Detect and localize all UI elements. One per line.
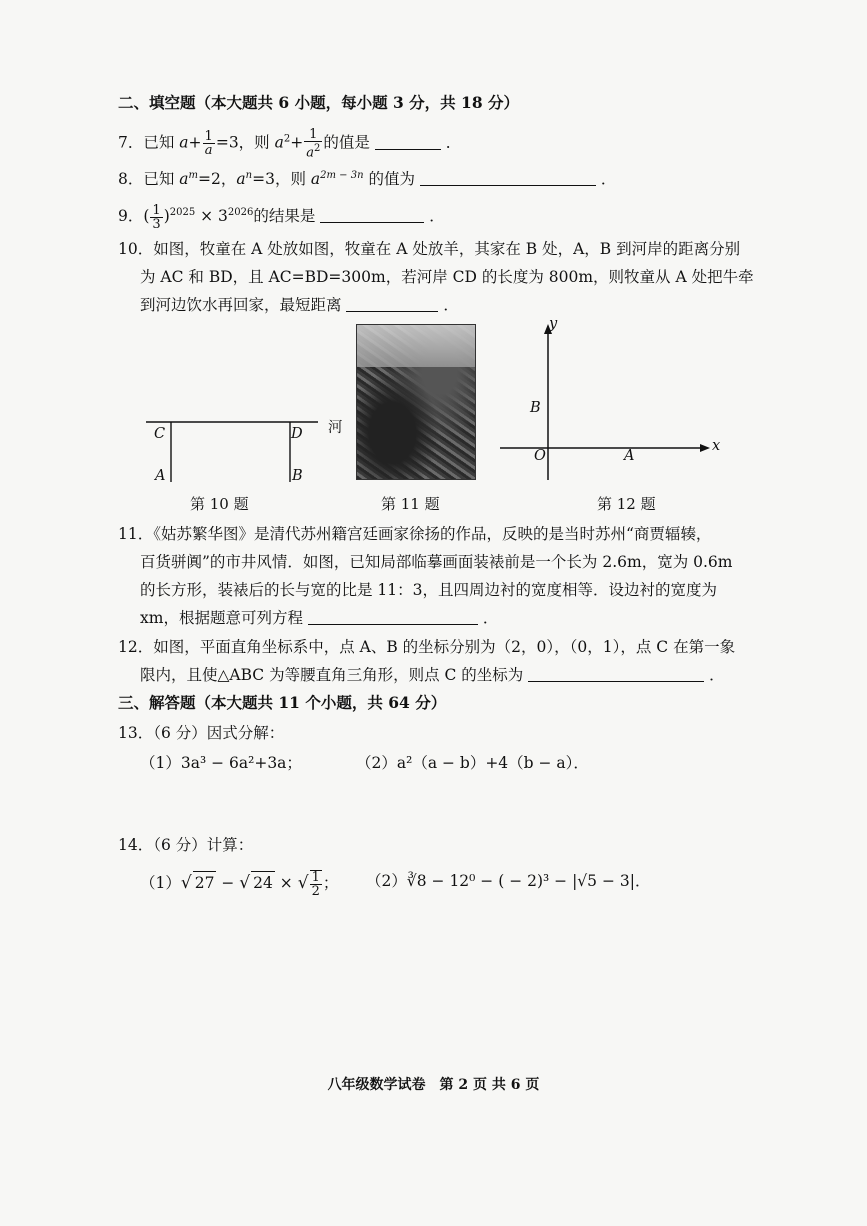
question-12-line-2 (140, 664, 725, 686)
q14-radicand-2: 24 (251, 871, 275, 894)
q7-frac-den: a (204, 143, 213, 159)
q9-open: 9．( (118, 207, 150, 226)
q14-p1-label: （1） (140, 874, 181, 892)
fig11-caption: 第 11 题 (381, 495, 440, 513)
sqrt-icon: √ (239, 873, 251, 893)
q7-var: a (179, 133, 189, 152)
q14-times: × (274, 874, 298, 892)
q10-end: ． (443, 296, 459, 314)
q7-eq: =3，则 (215, 133, 275, 152)
q10-answer-blank[interactable] (346, 295, 438, 312)
question-10-line-2: 为 AC 和 BD，且 AC=BD=300m，若河岸 CD 的长度为 800m，则牧童从 A 处把牛牵 (140, 268, 754, 286)
page-footer: 八年级数学试卷 第 2 页 共 6 页 (327, 1077, 540, 1093)
question-14-part-1 (140, 870, 338, 898)
q8-eq3: =3，则 (252, 170, 311, 189)
q14-frac-den: 2 (311, 884, 320, 899)
question-13-part-1: （1）3a³ − 6a²+3a； (140, 754, 302, 772)
sqrt-icon: √ (297, 873, 309, 893)
q11-line4-text: xm，根据题意可列方程 (140, 609, 303, 627)
q8-var-a2: a (236, 170, 246, 189)
q7-exp: 2 (283, 133, 291, 145)
figure-10-diagram (140, 412, 350, 487)
question-11-line-2: 百货骈阗”的市井风情．如图，已知局部临摹画面装裱前是一个长为 2.6m，宽为 0.6m (140, 553, 733, 571)
q14-frac-num: 1 (311, 870, 320, 885)
q7-tail: 的值是 (323, 133, 370, 152)
q9-end: ． (429, 207, 445, 226)
fig12-label-O: O (534, 448, 546, 464)
q9-fraction (150, 204, 162, 231)
question-11-line-4 (140, 607, 498, 629)
fig10-label-A: A (155, 468, 166, 484)
question-10-line-1: 10．如图，牧童在 A 处放如图，牧童在 A 处放羊，其家在 B 处，A，B 到河岸的距离分别 (118, 240, 741, 258)
q8-exp-n: n (245, 170, 253, 181)
q14-fraction (310, 870, 322, 898)
q9-answer-blank[interactable] (320, 206, 424, 223)
q8-var-a: a (179, 170, 189, 189)
q8-var-a3: a (310, 170, 321, 189)
question-9 (118, 202, 445, 231)
q7-plus: + (188, 133, 202, 152)
sqrt-icon: √ (180, 873, 192, 893)
question-13-part-2: （2）a²（a − b）+4（b − a）． (356, 754, 589, 772)
q14-radicand-1: 27 (193, 871, 217, 894)
q10-line3-text: 到河边饮水再回家，最短距离 (140, 296, 342, 314)
q14-minus: − (216, 874, 240, 892)
q9-tail: 的结果是 (253, 207, 316, 226)
question-14-head: 14．（6 分）计算： (118, 836, 254, 854)
question-10-line-3 (140, 294, 459, 316)
q7-fraction2 (304, 128, 322, 159)
q14-semicolon: ； (322, 874, 339, 892)
question-14-part-2: （2）∛8 − 12⁰ − ( − 2)³ − |√5 − 3|． (366, 872, 651, 890)
q8-tail: 的值为 (363, 170, 415, 189)
q7-frac2-den: a (306, 145, 314, 161)
q7-frac2-num: 1 (304, 128, 322, 142)
fig10-label-river: 河 (328, 420, 343, 436)
fig12-label-y: y (549, 316, 558, 332)
q9-frac-den: 3 (152, 216, 161, 232)
section-2-title: 二、填空题（本大题共 6 小题，每小题 3 分，共 18 分） (118, 93, 520, 112)
q7-fraction (203, 130, 215, 157)
question-11-line-1: 11．《姑苏繁华图》是清代苏州籍宫廷画家徐扬的作品，反映的是当时苏州“商贾辐辏， (118, 525, 712, 543)
q8-eq2: =2， (198, 170, 237, 189)
q11-answer-blank[interactable] (308, 608, 478, 625)
q9-close: ) (163, 207, 170, 226)
fig10-caption: 第 10 题 (190, 495, 249, 513)
q8-exp-m: m (188, 170, 199, 181)
fig10-label-C: C (154, 426, 166, 442)
q9-exp1: 2025 (169, 207, 196, 218)
question-8 (118, 165, 616, 190)
q8-end: ． (600, 170, 617, 189)
section-3-title: 三、解答题（本大题共 11 个小题，共 64 分） (118, 693, 447, 712)
q9-mid: × 3 (195, 207, 228, 226)
q7-answer-blank[interactable] (375, 133, 441, 150)
q8-exp: 2m − 3n (320, 170, 364, 181)
q7-frac-num: 1 (204, 129, 213, 145)
x-axis-arrow-icon (700, 444, 710, 452)
q12-line2-text: 限内，且使△ABC 为等腰直角三角形，则点 C 的坐标为 (140, 666, 524, 684)
q7-end: ． (445, 133, 462, 152)
q8-text: 8．已知 (118, 170, 180, 189)
q7-plus2: + (290, 133, 304, 152)
fig10-label-B: B (292, 468, 303, 484)
q12-end: ． (709, 666, 725, 684)
q7-frac2-exp: 2 (314, 143, 321, 154)
question-11-line-3: 的长方形，装裱后的长与宽的比是 11：3，且四周边衬的宽度相等．设边衬的宽度为 (140, 581, 718, 599)
q8-answer-blank[interactable] (420, 169, 596, 186)
fig10-label-D: D (291, 426, 303, 442)
figure-11-painting-image (356, 324, 476, 480)
q7-var2: a (274, 133, 284, 152)
q7-text: 7．已知 (118, 133, 180, 152)
q9-exp2: 2026 (227, 207, 254, 218)
q12-answer-blank[interactable] (528, 665, 704, 682)
question-12-line-1: 12．如图，平面直角坐标系中，点 A、B 的坐标分别为（2，0），（0，1），点 C 在第一象 (118, 638, 736, 656)
q11-end: ． (482, 609, 499, 627)
fig12-label-A: A (624, 448, 635, 464)
fig12-caption: 第 12 题 (597, 495, 656, 513)
q9-frac-num: 1 (152, 202, 161, 218)
fig12-label-x: x (712, 438, 721, 454)
fig12-label-B: B (530, 400, 541, 416)
question-13-head: 13．（6 分）因式分解： (118, 724, 285, 742)
question-7 (118, 128, 461, 159)
